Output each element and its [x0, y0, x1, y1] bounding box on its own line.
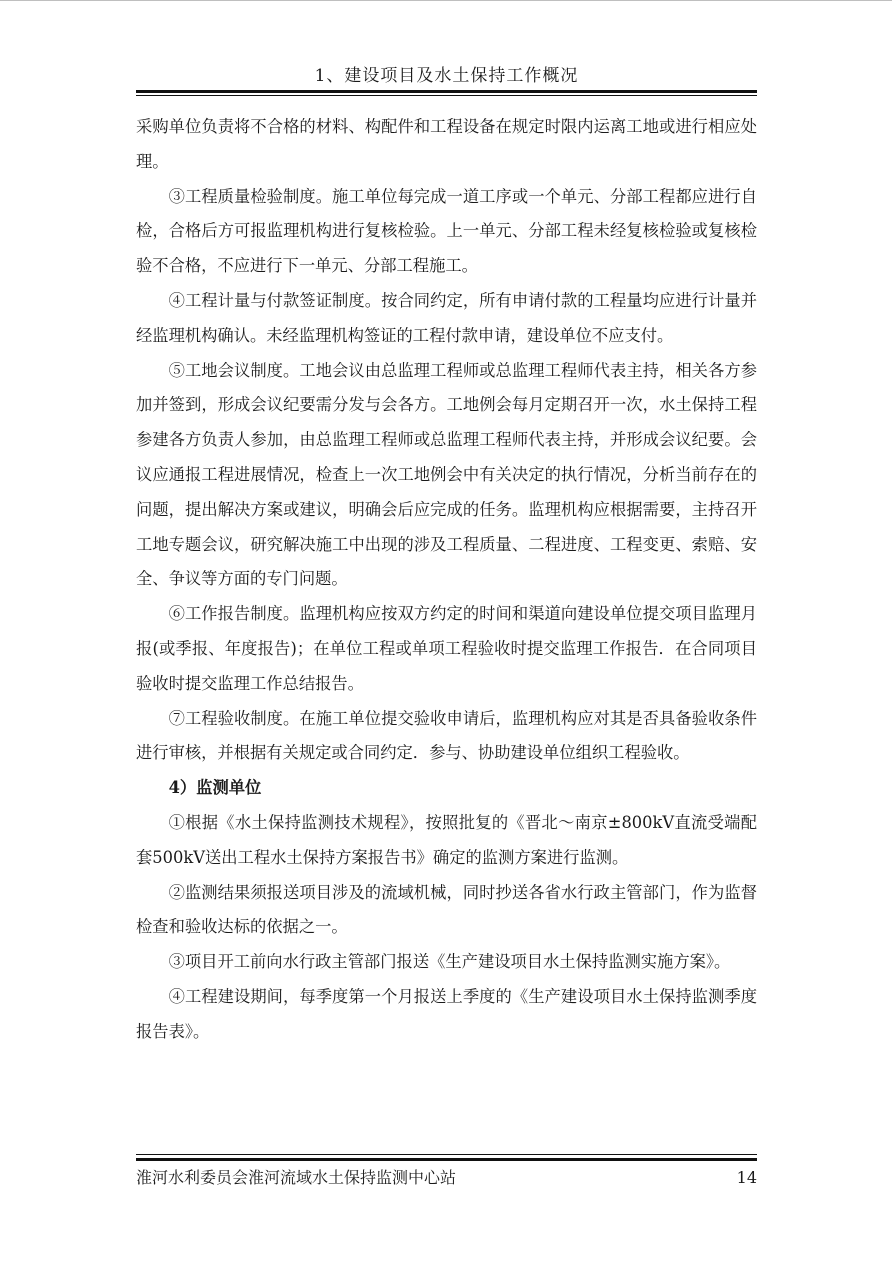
- page-body: [136, 110, 757, 1050]
- header-rule-thin: [136, 95, 757, 96]
- paragraph-quarterly-report: ④工程建设期间，每季度第一个月报送上季度的《生产建设项目水土保持监测季度报告表》。: [136, 986, 757, 1041]
- page-top-edge: [0, 0, 892, 1]
- paragraph-monitoring-results: ②监测结果须报送项目涉及的流域机械，同时抄送各省水行政主管部门，作为监督检查和验收达标的依据之一。: [136, 882, 757, 937]
- paragraph-continuation: 采购单位负责将不合格的材料、构配件和工程设备在规定时限内运离工地或进行相应处理。: [136, 117, 757, 171]
- paragraph-work-report: ⑥工作报告制度。监理机构应按双方约定的时间和渠道向建设单位提交项目监理月报(或季报、年度报告)；在单位工程或单项工程验收时提交监理工作报告．在合同项目验收时提交监理工作总结报告。: [136, 604, 757, 693]
- footer-rule-thick: [136, 1158, 757, 1161]
- header-rule-thick: [136, 90, 757, 93]
- paragraph-quality-inspection: ③工程质量检验制度。施工单位每完成一道工序或一个单元、分部工程都应进行自检，合格后方可报监理机构进行复核检验。上一单元、分部工程未经复核检验或复核检验不合格，不应进行下一单元、分部工程施工。: [136, 186, 757, 276]
- paragraph-acceptance: ⑦工程验收制度。在施工单位提交验收申请后，监理机构应对其是否具备验收条件进行审核，并根据有关规定或合同约定．参与、协助建设单位组织工程验收。: [136, 708, 757, 763]
- footer-page-number: 14: [736, 1168, 757, 1187]
- section-heading-monitoring-unit: 4）监测单位: [168, 778, 262, 798]
- footer-rule-thin: [136, 1154, 757, 1155]
- running-header-title: 1、建设项目及水土保持工作概况: [314, 66, 579, 86]
- paragraph-site-meeting: ⑤工地会议制度。工地会议由总监理工程师或总监理工程师代表主持，相关各方参加并签到，形成会议纪要需分发与会各方。工地例会每月定期召开一次，水土保持工程参建各方负责人参加，由总监理工程师或总监理工程师代表主持，并形成会议纪要。会议应通报工程进展情况，检查上一次工地例会中有关决定的执行情况，分析当前存在的问题，提出解决方案或建议，明确会后应完成的任务。监理机构应根据需要，主持召开工地专题会议，研究解决施工中出现的涉及工程质量、二程进度、工程变更、索赔、安全、争议等方面的专门问题。: [136, 360, 757, 589]
- paragraph-payment-certification: ④工程计量与付款签证制度。按合同约定，所有申请付款的工程量均应进行计量并经监理机构确认。未经监理机构签证的工程付款申请，建设单位不应支付。: [136, 290, 757, 345]
- paragraph-implementation-plan: ③项目开工前向水行政主管部门报送《生产建设项目水土保持监测实施方案》。: [168, 952, 731, 972]
- paragraph-monitoring-basis: ①根据《水土保持监测技术规程》，按照批复的《晋北～南京±800kV直流受端配套500kV送出工程水土保持方案报告书》确定的监测方案进行监测。: [136, 812, 757, 867]
- footer-organization: 淮河水利委员会淮河流域水土保持监测中心站: [136, 1168, 457, 1187]
